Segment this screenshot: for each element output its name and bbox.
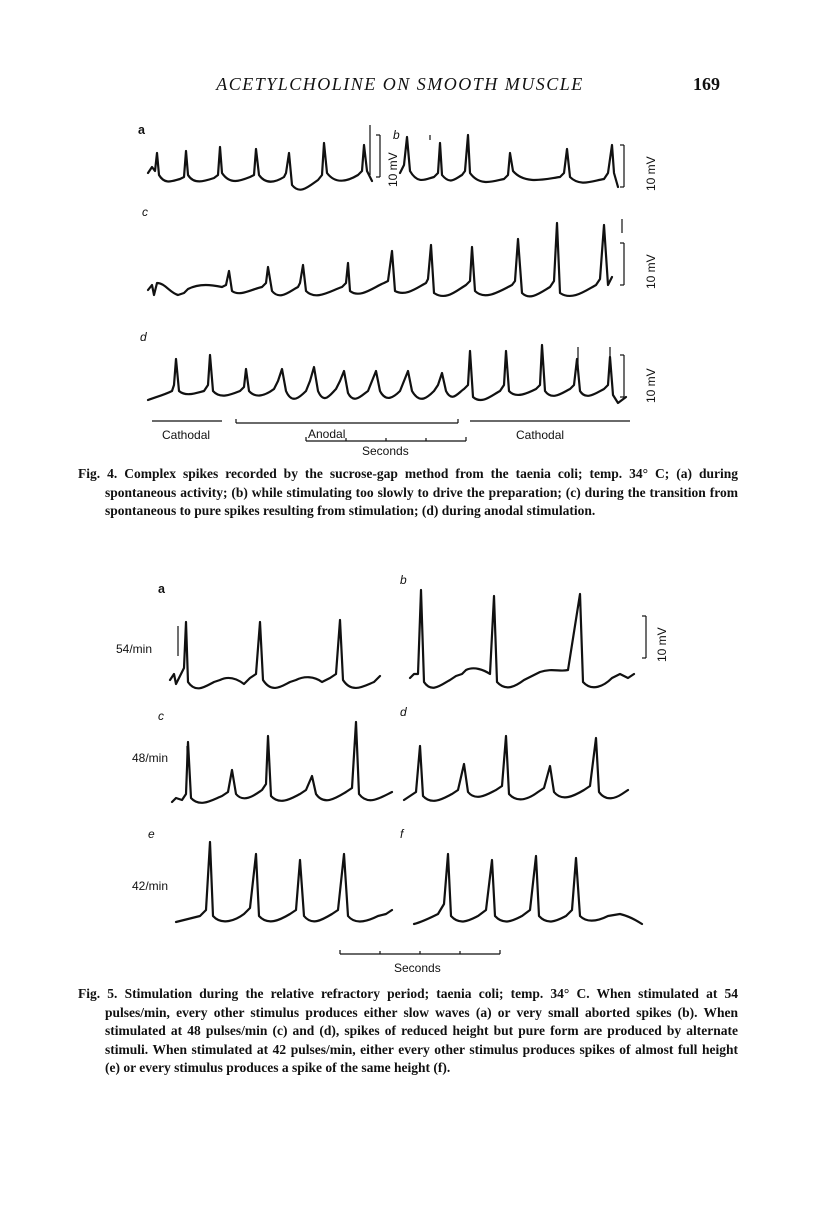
running-title: ACETYLCHOLINE ON SMOOTH MUSCLE	[216, 74, 584, 94]
fig4-trace-b	[400, 135, 618, 187]
fig4-scale-label-b: 10 mV	[644, 156, 658, 191]
fig5-trace-a	[170, 620, 380, 688]
fig4-scale-bar-b	[620, 145, 658, 191]
fig4-panel-label-c: c	[142, 205, 148, 219]
fig4-time-label: Seconds	[362, 444, 409, 458]
fig4-period-bars	[152, 419, 630, 423]
fig5-panel-label-c: c	[158, 709, 164, 723]
fig5-panel-label-f: f	[400, 827, 404, 841]
fig4-panel-label-a: a	[138, 123, 145, 137]
fig4-caption-lead: Fig. 4.	[78, 466, 118, 481]
fig5-scale-bar	[642, 616, 669, 662]
fig5-trace-d	[404, 736, 628, 801]
fig5-scale-label: 10 mV	[655, 627, 669, 662]
fig4-trace-a	[148, 143, 372, 190]
fig4-period-label-cathodal-2: Cathodal	[516, 428, 565, 442]
fig4-period-label-anodal: Anodal	[308, 427, 346, 441]
fig4-caption	[78, 465, 738, 521]
figure-4	[0, 115, 816, 460]
fig5-trace-e	[176, 842, 392, 922]
fig4-scale-bar-c	[620, 243, 658, 289]
fig4-scale-bar-a	[376, 135, 400, 187]
figure-5	[0, 570, 816, 980]
fig4-caption-text: Complex spikes recorded by the sucrose-gap method from the taenia coli; temp. 34° C; (a) during spontaneous activity; (b) while stimulating too slowly to drive the preparation; (c) during the transition from spontaneous to pure spikes resulting from stimulation; (d) during anodal stimulation.	[105, 466, 738, 519]
fig4-panel-label-b: b	[393, 128, 400, 142]
fig4-scale-bar-d	[620, 355, 658, 403]
fig5-panel-label-e: e	[148, 827, 155, 841]
page-number: 169	[693, 74, 720, 94]
fig5-panel-label-d: d	[400, 705, 407, 719]
fig4-scale-label-a: 10 mV	[386, 152, 400, 187]
fig5-panel-label-a: a	[158, 582, 165, 596]
fig4-trace-c	[148, 223, 612, 296]
fig5-rate-label-42: 42/min	[132, 879, 169, 893]
fig4-period-label-cathodal-1: Cathodal	[162, 428, 211, 442]
fig5-time-label: Seconds	[394, 961, 441, 975]
fig5-caption	[78, 985, 738, 1078]
fig5-rate-label-54: 54/min	[116, 642, 153, 656]
fig5-caption-text: Stimulation during the relative refractory period; taenia coli; temp. 34° C. When stimulated at 54 pulses/min, every other stimulus produces either slow waves (a) or very small aborted spikes (b). When stimulated at 48 pulses/min (c) and (d), spikes of reduced height but pure form are produced by alternate stimuli. When stimulated at 42 pulses/min, either every other stimulus produces spikes of almost full height (e) or every stimulus produces a spike of the same height (f).	[105, 986, 739, 1076]
fig5-trace-c	[172, 722, 392, 803]
fig5-panel-label-b: b	[400, 573, 407, 587]
fig5-rate-label-48: 48/min	[132, 751, 169, 765]
fig5-trace-f	[414, 854, 642, 924]
fig4-trace-d	[148, 345, 626, 403]
fig5-time-bar	[340, 950, 500, 954]
fig4-scale-label-d: 10 mV	[644, 368, 658, 403]
fig4-scale-label-c: 10 mV	[644, 254, 658, 289]
fig4-panel-label-d: d	[140, 330, 147, 344]
fig5-trace-b	[410, 590, 634, 688]
fig5-caption-lead: Fig. 5.	[78, 986, 118, 1001]
